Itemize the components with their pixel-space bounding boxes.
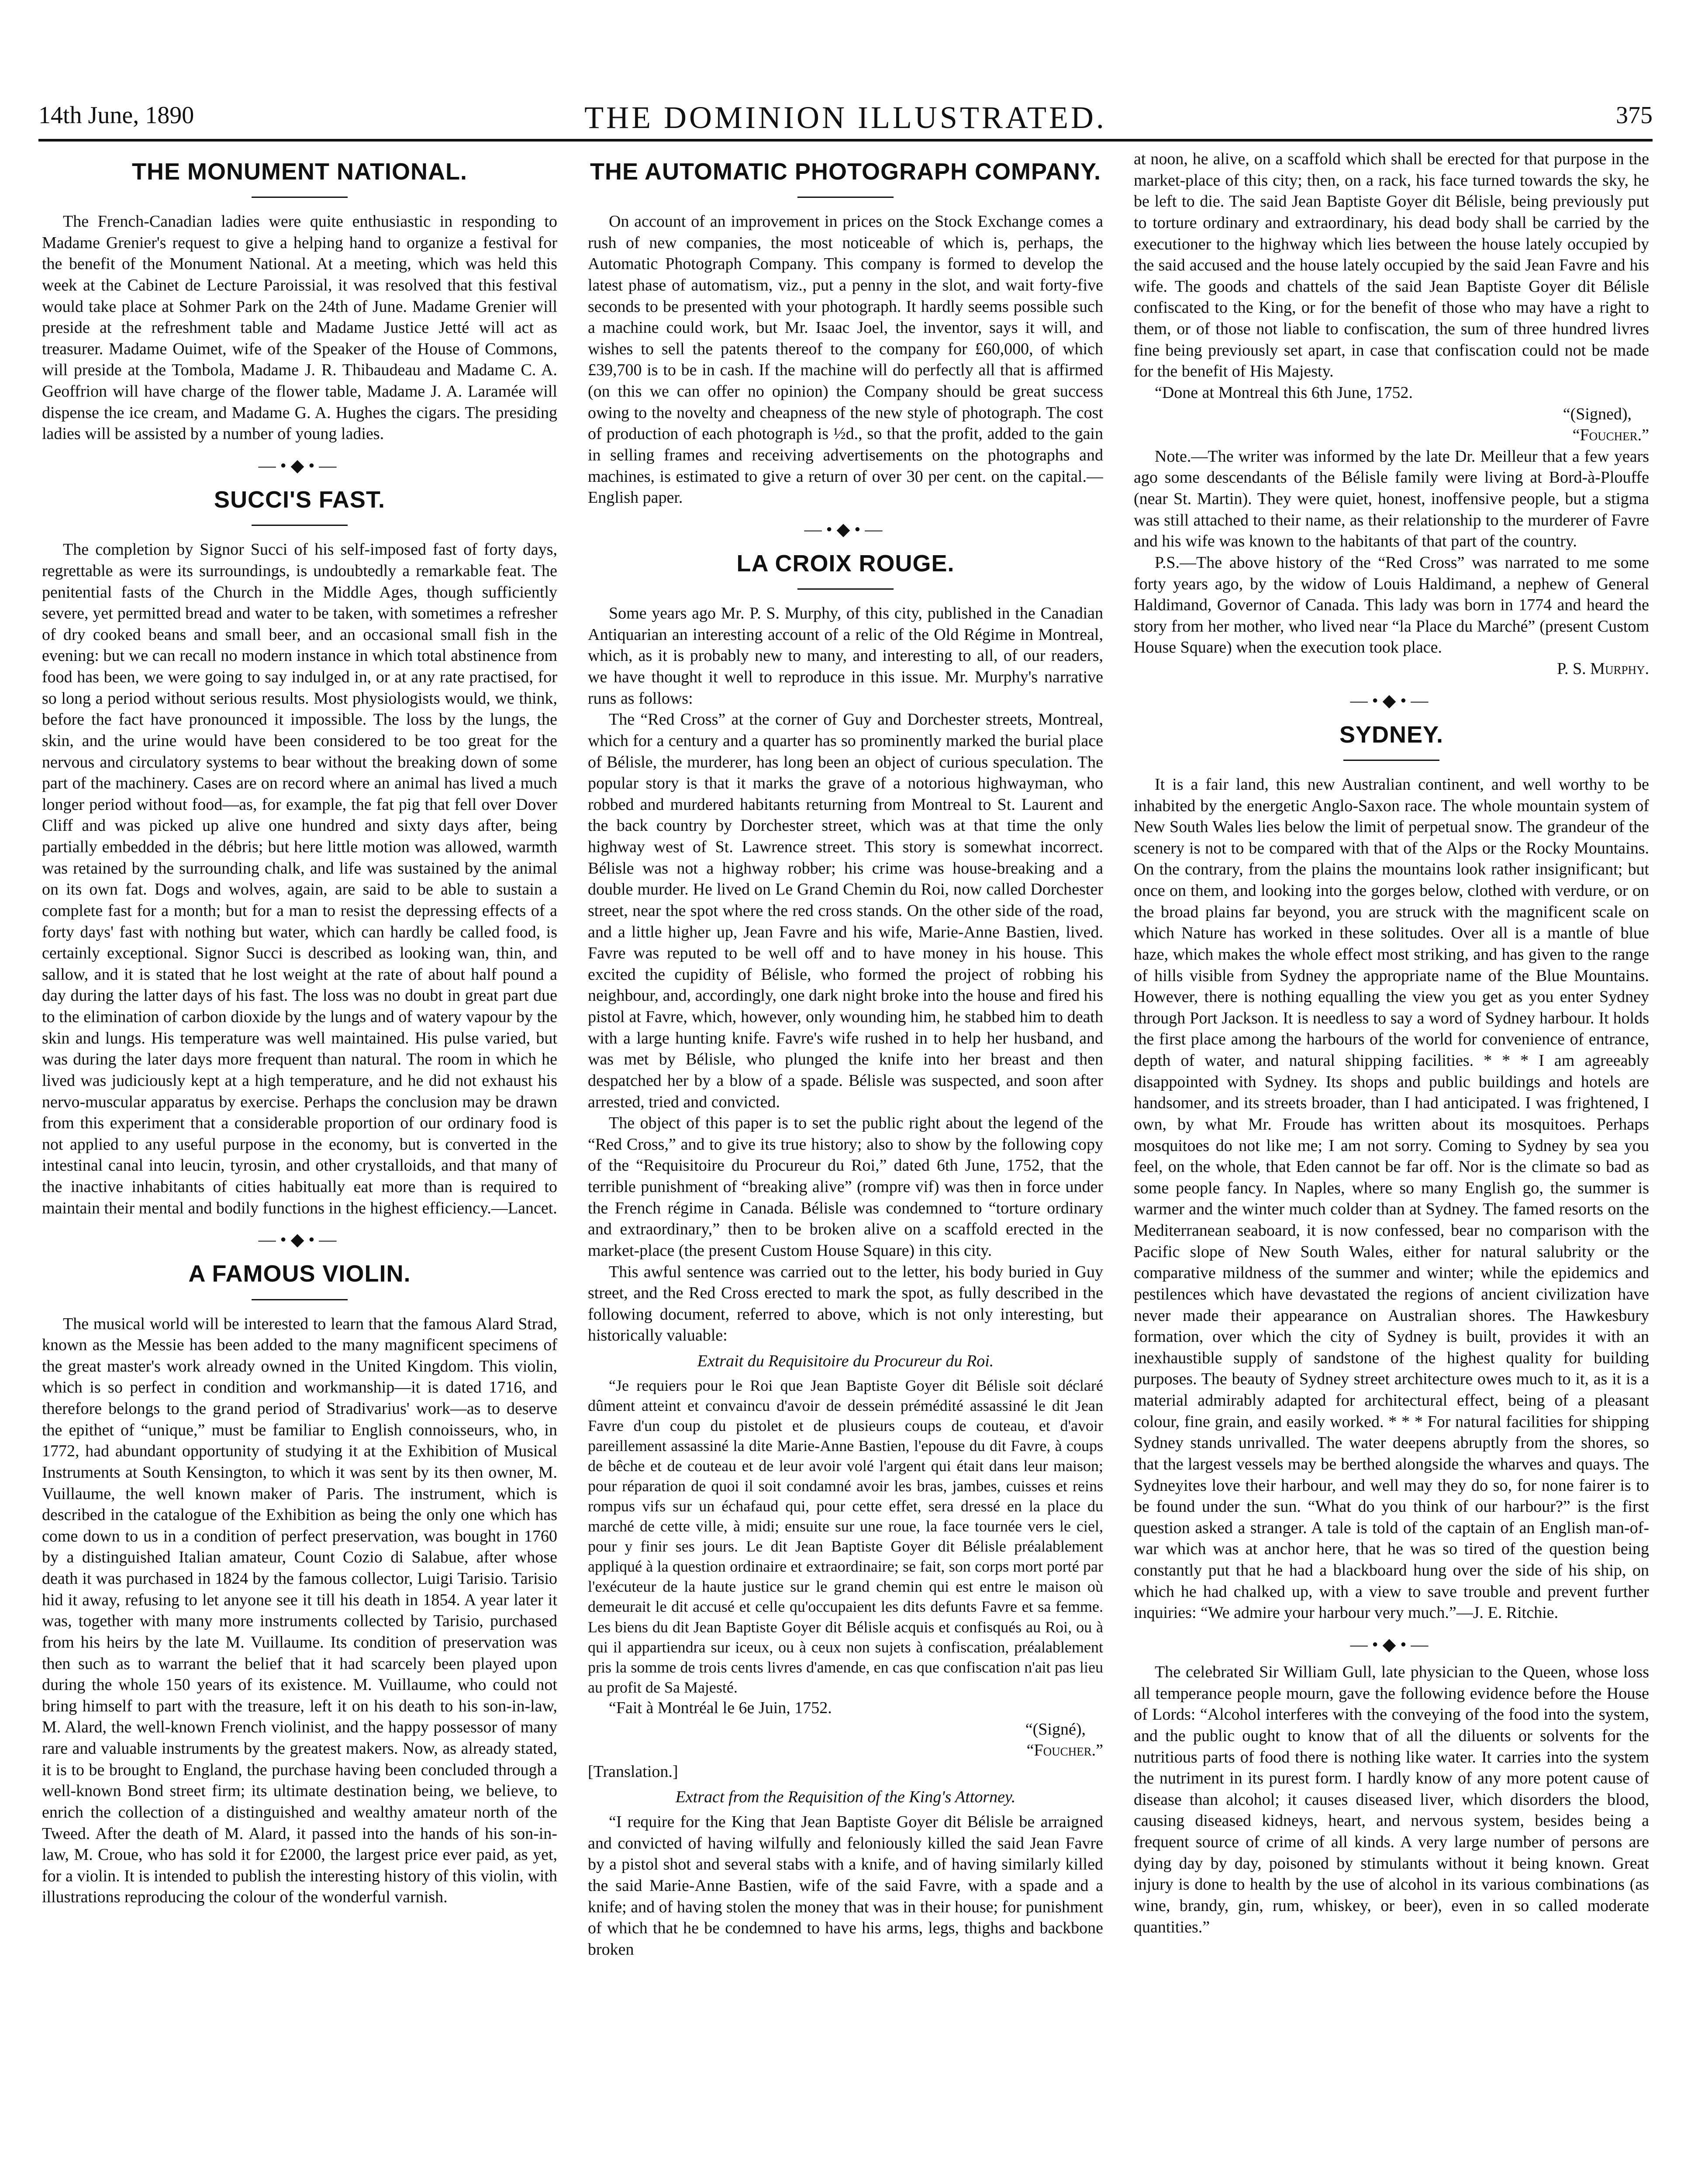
column-2 — [588, 149, 1103, 2184]
article-title: SUCCI'S FAST. — [214, 487, 385, 513]
issue-date: 14th June, 1890 — [38, 102, 194, 129]
english-signed: “(Signed), — [1563, 404, 1632, 423]
article-famous-violin — [42, 1260, 557, 1908]
article-la-croix-rouge — [588, 550, 1103, 1960]
article-paragraph: This awful sentence was carried out to the letter, his body buried in Guy street, and the Red Cross erected to mark the spot, as fully described in the following document, referred to above, which is not only interesting, but historically valuable: — [588, 1262, 1103, 1345]
title-rule — [252, 1299, 348, 1300]
section-separator: —•◆•— — [804, 519, 887, 539]
page-header — [38, 100, 1653, 139]
article-succis-fast — [42, 486, 557, 1219]
article-title: SYDNEY. — [1339, 721, 1444, 748]
header-rule — [38, 139, 1653, 142]
page-number: 375 — [1616, 102, 1653, 129]
section-separator: —•◆•— — [1350, 1634, 1433, 1654]
french-requisition: “Je requiers pour le Roi que Jean Baptiste Goyer dit Bélisle soit déclaré dûment atteint et convaincu d'avoir de dessein prémédité assassiné le dit Jean Favre d'un coup du pistolet et de plusieurs coups de couteau, et d'avoir pareillement assassiné la dite Marie-Anne Bastien, l'epouse du dit Favre, à coups de bêche et de couteau et de leur avoir volé l'argent qui était dans leur maison; pour réparation de quoi il soit condamné avoir les bras, jambes, cuisses et reins rompus vifs sur un échafaud qui, pour cette effet, sera dressé en la place du marché de cette ville, à midi; ensuite sur une roue, la face tournée vers le ciel, pour y finir ses jours. Le dit Jean Baptiste Goyer dit Bélisle préalablement appliqué à la question ordinaire et extraordinaire; se fait, son corps mort porté par l'exécuteur de la haute justice sur le grand chemin qui est entre le maison où demeurait le dit accusé et celle qu'occupaient les dits defunts Favre et sa femme. Les biens du dit Jean Baptiste Goyer dit Bélisle acquis et confisqués au Roi, ou à qui il appartiendra sur iceux, ou à ceux non sujets à confiscation, préalablement pris la somme de trois cents livres d'amende, en cas que confiscation n'ait pas lieu au profit de Sa Majesté. — [588, 1376, 1103, 1696]
english-requisition-continued: at noon, he alive, on a scaffold which shall be erected for that purpose in the market-place of this city; then, on a rack, his face turned towards the sky, he be left to die. The said Jean Baptiste Goyer dit Bélisle, being previously put to torture ordinary and extraordinary, his dead body shall be carried by the executioner to the highway which lies between the house lately occupied by the said accused and the house lately occupied by the said Jean Favre and his wife. The goods and chattels of the said Jean Baptiste Goyer dit Bélisle confiscated to the King, or for the benefit of those who may have a right to them, or of those not liable to confiscation, the sum of three hundred livres fine being previously set apart, in case that confiscation could not be made for the benefit of His Majesty. — [1134, 150, 1649, 381]
translation-title: Extract from the Requisition of the King's Attorney. — [675, 1788, 1016, 1807]
article-paragraph: Some years ago Mr. P. S. Murphy, of this city, published in the Canadian Antiquarian an interesting account of a relic of the Old Régime in Montreal, which, as it is probably new to many, and interesting to all, of our readers, we have thought it well to reproduce in this issue. Mr. Murphy's narrative runs as follows: — [588, 604, 1103, 708]
article-paragraph: The musical world will be interested to learn that the famous Alard Strad, known as the Messie has been added to the many magnificent specimens of the great master's work already owned in the United Kingdom. This violin, which is so perfect in condition and workmanship—it is dated 1716, and therefore belongs to the grand period of Stradivarius' work—as to deserve the epithet of “unique,” must be familiar to English connoisseurs, who, in 1772, had abundant opportunity of studying it at the Exhibition of Musical Instruments at South Kensington, to which it was sent by its then owner, M. Vuillaume, the well known maker of Paris. The instrument, which is described in the catalogue of the Exhibition as being the only one which has come down to us in a condition of perfect preservation, was bought in 1760 by a distinguished Italian amateur, Count Cozio di Salabue, after whose death it was purchased in 1824 by the famous collector, Luigi Tarisio. Tarisio hid it away, refusing to let anyone see it till his death in 1854. A year later it was, together with many more instruments collected by Tarisio, purchased from his heirs by the late M. Vuillaume. Its condition of preservation was then such as to warrant the belief that it had scarcely been played upon during the whole 150 years of its existence. M. Vuillaume, who could not bring himself to part with the treasure, left it on his death to his son-in-law, M. Alard, the well-known French violinist, and the happy possessor of many rare and valuable instruments by the greatest makers. Now, as already stated, it is to be brought to England, the purchase having been concluded through a well-known Bond street firm; its ultimate destination being, we believe, to enrich the collection of a distinguished and wealthy amateur north of the Tweed. After the death of M. Alard, it passed into the hands of his son-in-law, M. Croue, who has sold it for £2000, the largest price ever paid, as yet, for a violin. It is intended to publish the interesting history of this violin, with illustrations reproducing the colour of the wonderful varnish. — [42, 1314, 557, 1907]
extract-title: Extrait du Requisitoire du Procureur du Roi. — [697, 1352, 994, 1370]
english-requisition: “I require for the King that Jean Baptiste Goyer dit Bélisle be arraigned and convicted of having wilfully and feloniously killed the said Jean Favre by a pistol shot and several stabs with a knife, and of having similarly killed the said Marie-Anne Bastien, wife of the said Favre, with a spade and a knife; and of having stolen the money that was in their house; for punishment of which that he be condemned to have his arms, legs, thighs and backbone broken — [588, 1813, 1103, 1959]
title-rule — [797, 197, 894, 198]
article-paragraph: On account of an improvement in prices on the Stock Exchange comes a rush of new companies, the most noticeable of which is, perhaps, the Automatic Photograph Company. This company is formed to develop the latest phase of automatism, viz., put a penny in the slot, and wait forty-five seconds to be presented with your photograph. It hardly seems possible such a machine could work, but Mr. Isaac Joel, the inventor, says it will, and wishes to sell the patents thereof to the company for £60,000, of which £39,700 is to be in cash. If the machine will do perfectly all that is affirmed (on this we can offer no opinion) the Company should be great success owing to the novelty and cheapness of the new style of photograph. The cost of production of each photograph is ½d., so that the profit, added to the gain in selling frames and receiving advertisements on the photographs and machines, is estimated to give a return of over 30 per cent. on the capital.—English paper. — [588, 212, 1103, 507]
article-title: LA CROIX ROUGE. — [736, 550, 955, 577]
article-paragraph: The completion by Signor Succi of his self-imposed fast of forty days, regrettable as were its surroundings, is undoubtedly a remarkable feat. The penitential fasts of the Church in the Middle Ages, though sufficiently severe, yet permitted bread and water to be taken, with sometimes a refresher of dry cooked beans and small beer, and an occasional small fish in the evening: but we can recall no modern instance in which total abstinence from food has been, we were going to say indulged in, or at any rate practised, for so long a period without serious results. Most physiologists would, we think, before the fact have pronounced it impossible. The loss by the lungs, the skin, and the urine would have been considered to be too great for the nervous and circulatory systems to bear without the breaking down of some part of the machinery. Cases are on record where an animal has lived a much longer period without food—as, for example, the fat pig that fell over Dover Cliff and was picked up alive one hundred and sixty days after, being partially embedded in the débris; but here little motion was allowed, warmth was retained by the surrounding chalk, and life was sustained by the animal on its own fat. Dogs and wolves, again, are said to be able to sustain a complete fast for a month; but for a man to resist the depressing effects of a forty days' fast with nothing but water, which can hardly be called food, is certainly exceptional. Signor Succi is described as looking wan, thin, and sallow, and it is stated that he lost weight at the rate of about half pound a day during the latter days of his fast. The loss was no doubt in great part due to the elimination of carbon dioxide by the lungs and of watery vapour by the skin and lungs. His temperature was well maintained. His pulse varied, but was during the later days more frequent than natural. The room in which he lived was judiciously kept at a high temperature, and he did not exhaust his nervo-muscular apparatus by exercise. Perhaps the conclusion may be drawn from this experiment that a considerable proportion of our ordinary food is not applied to any useful purpose in the economy, but is converted in the intestinal canal into leucin, tyrosin, and other crystalloids, and that many of the inactive inhabitants of cities habitually eat more than is required to maintain their mental and bodily functions in the highest efficiency.—Lancet. — [42, 540, 557, 1217]
masthead: THE DOMINION ILLUSTRATED. — [584, 100, 1107, 135]
article-title: THE MONUMENT NATIONAL. — [132, 159, 467, 185]
article-paragraph: The celebrated Sir William Gull, late physician to the Queen, whose loss all temperance people mourn, gave the following evidence before the House of Lords: “Alcohol interferes with the conveying of the food into the system, and the public ought to know that of all the diluents or solvents for the nutritious parts of food there is nothing like water. It carries into the system the nutriment in its purest form. I hardly know of any more potent cause of disease than alcohol; it causes diseased liver, which disorders the blood, causing diseased kidneys, heart, and nervous system, besides being a frequent source of crime of all kinds. A very large number of persons are dying day by day, poisoned by stimulants without it being known. Great injury is done to health by the use of alcohol in its various combinations (as wine, brandy, gin, rum, whiskey, or beer), even in so called moderate quantities.” — [1134, 1663, 1649, 1936]
article-paragraph: The “Red Cross” at the corner of Guy and Dorchester streets, Montreal, which for a century and a quarter has so prominently marked the burial place of Bélisle, the murderer, has long been an object of curious speculation. The popular story is that it marks the grave of a notorious highwayman, who robbed and murdered habitants returning from Montreal to St. Laurent and the back country by Dorchester street, which was at that time the only highway west of St. Lawrence street. This story is somewhat incorrect. Bélisle was not a highway robber; his crime was house-breaking and a double murder. He lived on Le Grand Chemin du Roi, now called Dorchester street, near the spot where the red cross stands. On the other side of the road, and a little higher up, Jean Favre and his wife, Marie-Anne Bastien, lived. Favre was reputed to be well off and to have money in his house. This excited the cupidity of Bélisle, who formed the project of robbing his neighbour, and, accordingly, one dark night broke into the house and fired his pistol at Favre, which, however, only wounding him, he stabbed him to death with a large hunting knife. Favre's wife rushed in to help her husband, and was met by Bélisle, who plunged the knife into her breast and then despatched her by a blow of a spade. Bélisle was suspected, and soon after arrested, tried and convicted. — [588, 710, 1103, 1111]
translation-label: [Translation.] — [588, 1762, 678, 1781]
english-date: “Done at Montreal this 6th June, 1752. — [1155, 383, 1413, 402]
ps-paragraph: P.S.—The above history of the “Red Cross” was narrated to me some forty years ago, by the widow of Louis Haldimand, a nephew of General Haldimand, Governor of Canada. This lady was born in 1774 and heard the story from her mother, who lived near “la Place du Marché” (present Custom House Square) when the execution took place. — [1134, 553, 1649, 657]
article-william-gull — [1134, 1662, 1649, 1938]
title-rule — [252, 525, 348, 526]
article-paragraph: The object of this paper is to set the public right about the legend of the “Red Cross,” and to give its true history; also to show by the following copy of the “Requisitoire du Procureur du Roi,” dated 6th June, 1752, that the terrible punishment of “breaking alive” (rompre vif) was then in force under the French régime in Canada. Bélisle was condemned to “torture ordinary and extraordinary,” then to be broken alive on a scaffold erected in the market-place (the present Custom House Square) in this city. — [588, 1114, 1103, 1260]
title-rule — [1343, 760, 1439, 761]
article-monument-national — [42, 158, 557, 445]
article-sydney — [1134, 721, 1649, 1624]
column-1 — [42, 149, 557, 2184]
title-rule — [797, 588, 894, 590]
section-separator: —•◆•— — [1350, 690, 1433, 710]
french-date: “Fait à Montréal le 6e Juin, 1752. — [609, 1698, 832, 1717]
article-paragraph: It is a fair land, this new Australian continent, and well worthy to be inhabited by the energetic Anglo-Saxon race. The whole mountain system of New South Wales lies below the limit of perpetual snow. The grandeur of the scenery is not to be compared with that of the Alps or the Rocky Mountains. On the contrary, from the plains the mountains look rather insignificant; but once on them, and looking into the gorges below, clothed with verdure, or on the broad plains far beyond, you are struck with the magnificent scale on which Nature has worked in these solitudes. Over all is a mantle of blue haze, which makes the whole effect most striking, and has given to the range of hills visible from Sydney the appropriate name of the Blue Mountains. However, there is nothing equalling the view you get as you enter Sydney through Port Jackson. It is needless to say a word of Sydney harbour. It holds the first place among the harbours of the world for convenience of entrance, depth of water, and natural shipping facilities. * * * I am agreeably disappointed with Sydney. Its shops and public buildings and hotels are handsomer, and its streets broader, than I had anticipated. I was frightened, I own, by what Mr. Froude has written about its mosquitoes. Perhaps mosquitoes do not like me; I am not sorry. Coming to Sydney by sea you feel, on the whole, that Eden cannot be far off. Nor is the climate so bad as some people fancy. In Naples, where so many English go, the summer is warmer and the winter much colder than at Sydney. The famed resorts on the Mediterranean seaboard, it is now confessed, bear no comparison with the Pacific slope of New South Wales, either for natural salubrity or the comparative mildness of the summer and winter; while the epidemics and pestilences which have devastated the regions of ancient civilization have never made their appearance on Australian shores. The Hawkesbury formation, over which the city of Sydney is built, provides it with an inexhaustible supply of sandstone of the highest quality for building purposes. The beauty of Sydney street architecture owes much to it, as it is a material admirably adapted for architectural effect, being of a pleasant colour, fine grain, and easily worked. * * * For natural facilities for shipping Sydney stands unrivalled. The water deepens abruptly from the shores, so that the largest vessels may be berthed alongside the wharves and quays. The Sydneyites love their harbour, and well may they do so, for none fairer is to be found under the sun. “What do you think of our harbour?” is the first question asked a stranger. A tale is told of the captain of an English man-of-war which was at anchor here, that he was so tired of the question being constantly put that he had a blackboard hung over the side of his ship, on which he had chalked up, with a view to save trouble and prevent further inquiries: “We admire your harbour very much.”—J. E. Ritchie. — [1134, 775, 1649, 1622]
article-title: A FAMOUS VIOLIN. — [188, 1261, 411, 1287]
article-title: THE AUTOMATIC PHOTOGRAPH COMPANY. — [590, 159, 1101, 185]
title-rule — [252, 197, 348, 198]
section-separator: —•◆•— — [258, 455, 341, 475]
article-automatic-photograph — [588, 158, 1103, 508]
section-separator: —•◆•— — [258, 1230, 341, 1250]
column-3 — [1134, 149, 1649, 2184]
note-paragraph: Note.—The writer was informed by the late Dr. Meilleur that a few years ago some descendants of the Bélisle family were living at Bord-à-Plouffe (near St. Martin). They were quiet, honest, inoffensive people, but a stigma was still attached to their name, as their relationship to the murderer of Favre and his wife was known to the habitants of that part of the country. — [1134, 447, 1649, 551]
french-signature: “Foucher.” — [1026, 1741, 1103, 1760]
article-author: P. S. Murphy. — [1557, 660, 1649, 678]
english-signature: “Foucher.” — [1572, 426, 1649, 445]
french-signed: “(Signé), — [1025, 1720, 1086, 1738]
article-paragraph: The French-Canadian ladies were quite enthusiastic in responding to Madame Grenier's request to give a helping hand to organize a festival for the benefit of the Monument National. At a meeting, which was held this week at the Cabinet de Lecture Paroissial, it was resolved that this festival would take place at Sohmer Park on the 24th of June. Madame Grenier will preside at the refreshment table and Madame Justice Jetté will act as treasurer. Madame Ouimet, wife of the Speaker of the House of Commons, will preside at the Tombola, Madame J. R. Thibaudeau and Madame C. A. Geoffrion will have charge of the flower table, Madame J. A. Laramée will dispense the ice cream, and Madame G. A. Hughes the cigars. The presiding ladies will be assisted by a number of young ladies. — [42, 212, 557, 443]
